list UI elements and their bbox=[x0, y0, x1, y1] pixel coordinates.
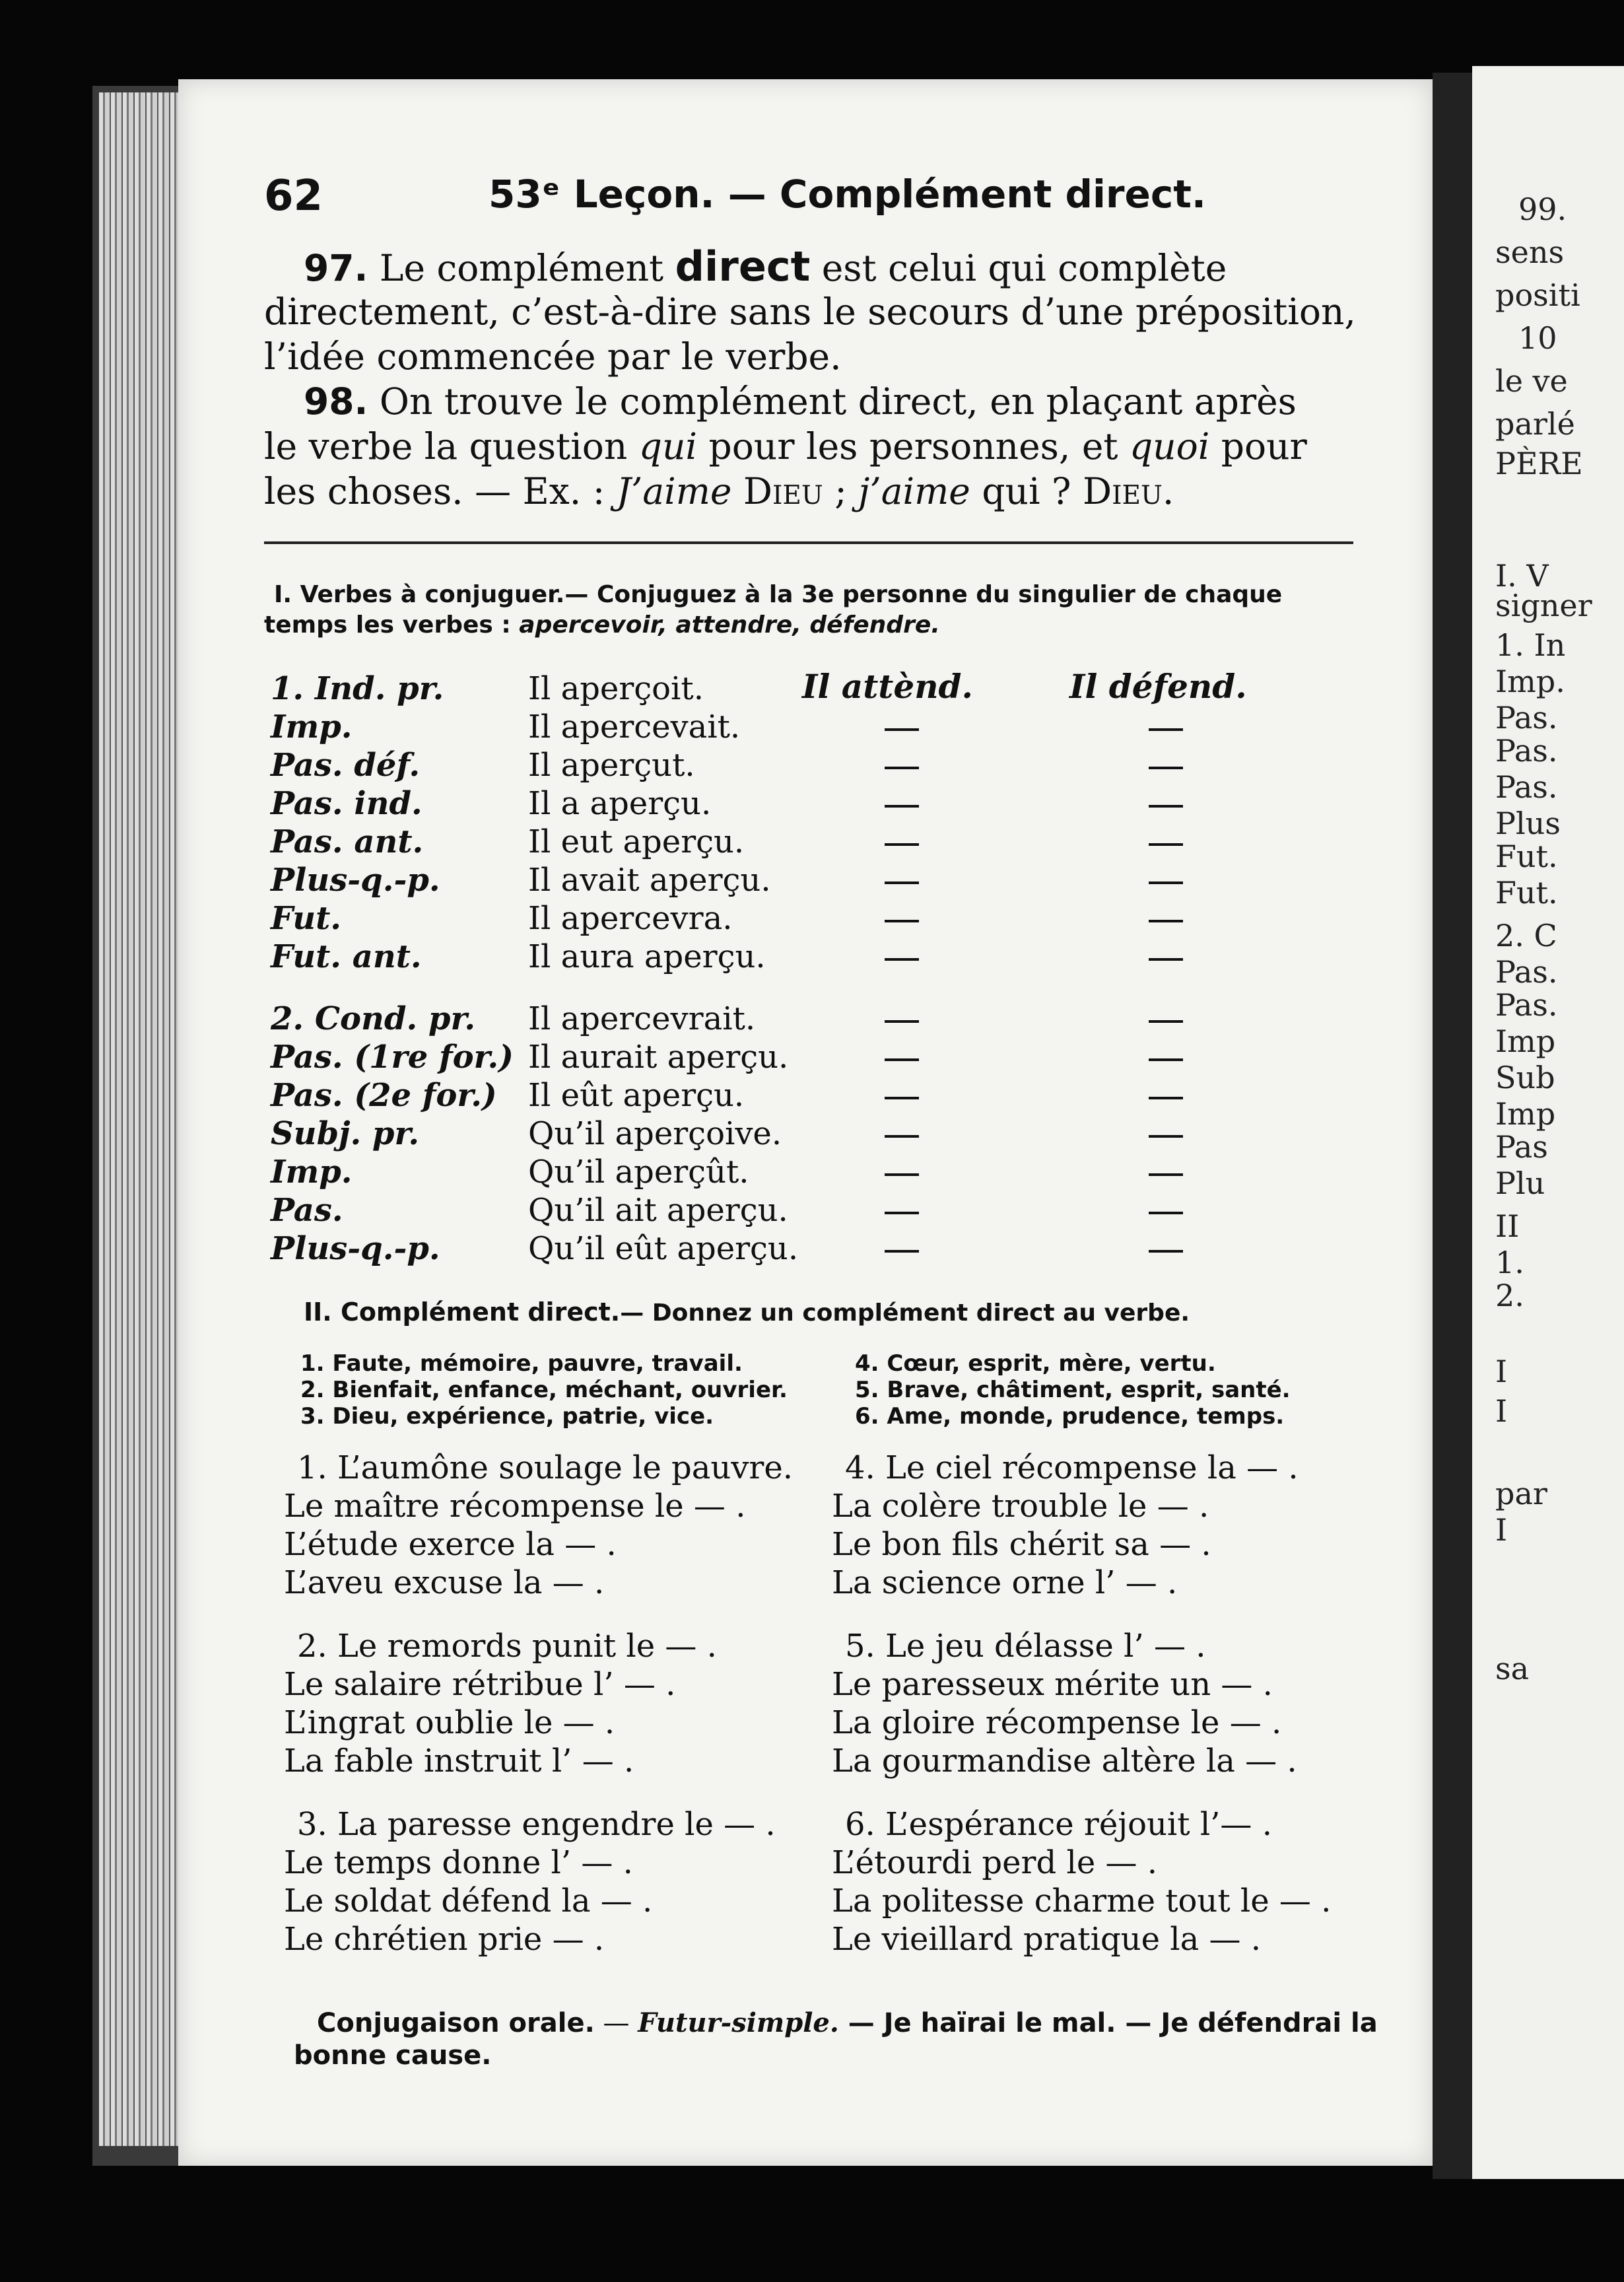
word-list-item: 5. Brave, châtiment, esprit, santé. bbox=[855, 1377, 1291, 1403]
blank-dash-attendre bbox=[885, 1020, 919, 1023]
exercise-sentence: Le soldat défend la — . bbox=[284, 1883, 653, 1919]
right-page-fragment-text: par bbox=[1495, 1476, 1547, 1511]
exercise-sentence: 4. Le ciel récompense la — . bbox=[845, 1449, 1299, 1486]
right-page-fragment-text: Pas. bbox=[1495, 733, 1558, 769]
exercise2-instructions: II. Complément direct.— Donnez un complément direct au verbe. bbox=[304, 1297, 1190, 1327]
right-page-fragment-text: Pas. bbox=[1495, 954, 1558, 990]
tense-label: 1. Ind. pr. bbox=[271, 670, 444, 707]
exercise-sentence: L’aveu excuse la — . bbox=[284, 1564, 605, 1601]
right-page-fragment-text: I bbox=[1495, 1393, 1508, 1429]
exercise-sentence: Le vieillard pratique la — . bbox=[832, 1921, 1261, 1958]
exercise-sentence: La politesse charme tout le — . bbox=[832, 1883, 1332, 1919]
exercise-sentence: La science orne l’ — . bbox=[832, 1564, 1178, 1601]
word-list-item: 4. Cœur, esprit, mère, vertu. bbox=[855, 1350, 1216, 1377]
exercise-sentence: 1. L’aumône soulage le pauvre. bbox=[297, 1449, 794, 1486]
right-page-fragment-text: II bbox=[1495, 1208, 1520, 1244]
conjugated-form: Qu’il ait aperçu. bbox=[528, 1192, 788, 1229]
right-page-fragment-text: Imp bbox=[1495, 1096, 1556, 1132]
exercise-sentence: Le bon fils chérit sa — . bbox=[832, 1526, 1211, 1563]
right-page-fragment-text: Imp. bbox=[1495, 664, 1565, 699]
tense-label: Pas. (1re for.) bbox=[271, 1039, 514, 1076]
exercise-sentence: La fable instruit l’ — . bbox=[284, 1743, 634, 1780]
right-page-fragment-text: Pas. bbox=[1495, 700, 1558, 736]
conjugated-form: Qu’il aperçût. bbox=[528, 1154, 749, 1191]
col-defendre-head: Il défend. bbox=[1069, 667, 1247, 706]
oral-conjugation: Conjugaison orale. — Futur-simple. — Je haïrai le mal. — Je défendrai la bbox=[317, 2007, 1378, 2038]
conjugated-form: Il avait aperçu. bbox=[528, 862, 771, 899]
right-page-fragment-text: 2. bbox=[1495, 1278, 1524, 1313]
blank-dash-defendre bbox=[1149, 767, 1183, 769]
blank-dash-defendre bbox=[1149, 920, 1183, 922]
page-title: 53ᵉ Leçon. — Complément direct. bbox=[489, 172, 1206, 217]
conjugated-form: Il apercevait. bbox=[528, 709, 741, 745]
conjugated-form: Il eut aperçu. bbox=[528, 823, 745, 860]
blank-dash-defendre bbox=[1149, 1058, 1183, 1061]
conjugated-form: Il a aperçu. bbox=[528, 785, 712, 822]
left-page bbox=[178, 79, 1433, 2166]
blank-dash-attendre bbox=[885, 1097, 919, 1099]
right-page-fragment-text: Fut. bbox=[1495, 839, 1558, 874]
book-gutter bbox=[1433, 73, 1472, 2179]
right-page-fragment-text: I bbox=[1495, 1512, 1508, 1548]
rule-97-line1: 97. Le complément direct est celui qui complète bbox=[304, 242, 1227, 291]
exercise-sentence: 3. La paresse engendre le — . bbox=[297, 1806, 776, 1843]
right-page-fragment-text: Plu bbox=[1495, 1165, 1545, 1201]
rule-98-line3: les choses. — Ex. : J’aime Dieu ; j’aime qui ? Dieu. bbox=[264, 470, 1174, 512]
word-list-item: 2. Bienfait, enfance, méchant, ouvrier. bbox=[300, 1377, 788, 1403]
exercise-sentence: 5. Le jeu délasse l’ — . bbox=[845, 1628, 1206, 1665]
word-list-item: 3. Dieu, expérience, patrie, vice. bbox=[300, 1403, 714, 1430]
right-page-fragment bbox=[1472, 66, 1624, 2179]
tense-label: 2. Cond. pr. bbox=[271, 1000, 476, 1037]
col-attendre-head: Il attènd. bbox=[802, 667, 973, 706]
exercise-sentence: La gourmandise altère la — . bbox=[832, 1743, 1297, 1780]
blank-dash-defendre bbox=[1149, 805, 1183, 808]
right-page-fragment-text: 1. bbox=[1495, 1245, 1524, 1280]
right-page-fragment-text: Sub bbox=[1495, 1060, 1555, 1095]
exercise-sentence: Le salaire rétribue l’ — . bbox=[284, 1666, 676, 1703]
right-page-fragment-text: I bbox=[1495, 1354, 1508, 1389]
conjugated-form: Il aperçut. bbox=[528, 747, 695, 784]
right-page-fragment-text: PÈRE bbox=[1495, 446, 1583, 481]
exercise-sentence: Le maître récompense le — . bbox=[284, 1488, 746, 1525]
blank-dash-defendre bbox=[1149, 1097, 1183, 1099]
exercise-sentence: 6. L’espérance réjouit l’— . bbox=[845, 1806, 1272, 1843]
tense-label: Pas. bbox=[271, 1192, 343, 1229]
blank-dash-attendre bbox=[885, 1250, 919, 1253]
blank-dash-defendre bbox=[1149, 1020, 1183, 1023]
conjugated-form: Il aperçoit. bbox=[528, 670, 704, 707]
exercise-sentence: La colère trouble le — . bbox=[832, 1488, 1209, 1525]
word-list-item: 6. Ame, monde, prudence, temps. bbox=[855, 1403, 1285, 1430]
right-page-fragment-text: 1. In bbox=[1495, 627, 1566, 663]
blank-dash-attendre bbox=[885, 1135, 919, 1138]
blank-dash-attendre bbox=[885, 882, 919, 884]
right-page-fragment-text: parlé bbox=[1495, 406, 1575, 442]
conjugated-form: Qu’il eût aperçu. bbox=[528, 1230, 799, 1267]
blank-dash-attendre bbox=[885, 767, 919, 769]
blank-dash-defendre bbox=[1149, 882, 1183, 884]
right-page-fragment-text: sens bbox=[1495, 234, 1565, 270]
conjugated-form: Il apercevra. bbox=[528, 900, 733, 937]
blank-dash-defendre bbox=[1149, 1212, 1183, 1214]
right-page-fragment-text: I. V bbox=[1495, 558, 1549, 594]
right-page-fragment-text: Pas. bbox=[1495, 987, 1558, 1023]
conjugated-form: Il aurait aperçu. bbox=[528, 1039, 789, 1076]
right-page-fragment-text: 10 bbox=[1518, 320, 1557, 356]
tense-label: Fut. bbox=[271, 900, 342, 937]
conjugated-form: Il eût aperçu. bbox=[528, 1077, 745, 1114]
rule-98-line1: 98. On trouve le complément direct, en plaçant après bbox=[304, 380, 1297, 423]
exercise-sentence: Le temps donne l’ — . bbox=[284, 1844, 633, 1881]
tense-label: Plus-q.-p. bbox=[271, 1230, 440, 1267]
word-list-item: 1. Faute, mémoire, pauvre, travail. bbox=[300, 1350, 743, 1377]
blank-dash-attendre bbox=[885, 920, 919, 922]
exercise-sentence: 2. Le remords punit le — . bbox=[297, 1628, 717, 1665]
exercise1-instructions-line2: temps les verbes : apercevoir, attendre, défendre. bbox=[264, 611, 940, 639]
right-page-fragment-text: Imp bbox=[1495, 1023, 1556, 1059]
blank-dash-attendre bbox=[885, 1212, 919, 1214]
blank-dash-defendre bbox=[1149, 1135, 1183, 1138]
tense-label: Pas. déf. bbox=[271, 747, 421, 784]
blank-dash-defendre bbox=[1149, 1173, 1183, 1176]
blank-dash-attendre bbox=[885, 958, 919, 961]
tense-label: Plus-q.-p. bbox=[271, 862, 440, 899]
exercise-sentence: La gloire récompense le — . bbox=[832, 1704, 1282, 1741]
right-page-fragment-text: 99. bbox=[1518, 191, 1567, 227]
tense-label: Pas. (2e for.) bbox=[271, 1077, 497, 1114]
conjugated-form: Il aura aperçu. bbox=[528, 938, 766, 975]
tense-label: Imp. bbox=[271, 1154, 353, 1191]
right-page-fragment-text: sa bbox=[1495, 1651, 1530, 1686]
rule-97-line2: directement, c’est-à-dire sans le secours d’une préposition, bbox=[264, 291, 1356, 333]
blank-dash-attendre bbox=[885, 728, 919, 731]
exercise-sentence: Le chrétien prie — . bbox=[284, 1921, 605, 1958]
rule-97-line3: l’idée commencée par le verbe. bbox=[264, 335, 842, 378]
right-page-fragment-text: Plus bbox=[1495, 806, 1561, 841]
tense-label: Fut. ant. bbox=[271, 938, 422, 975]
blank-dash-attendre bbox=[885, 1173, 919, 1176]
exercise-sentence: L’ingrat oublie le — . bbox=[284, 1704, 615, 1741]
right-page-fragment-text: positi bbox=[1495, 277, 1580, 313]
oral-conjugation-line2: bonne cause. bbox=[294, 2040, 492, 2071]
tense-label: Pas. ant. bbox=[271, 823, 424, 860]
conjugated-form: Qu’il aperçoive. bbox=[528, 1115, 782, 1152]
right-page-fragment-text: le ve bbox=[1495, 363, 1568, 399]
page-stack-edge bbox=[99, 92, 178, 2146]
right-page-fragment-text: 2. C bbox=[1495, 918, 1557, 953]
exercise-sentence: Le paresseux mérite un — . bbox=[832, 1666, 1273, 1703]
blank-dash-defendre bbox=[1149, 958, 1183, 961]
separator-rule bbox=[264, 541, 1353, 544]
exercise-sentence: L’étourdi perd le — . bbox=[832, 1844, 1158, 1881]
page-number: 62 bbox=[264, 172, 323, 221]
tense-label: Pas. ind. bbox=[271, 785, 423, 822]
blank-dash-attendre bbox=[885, 1058, 919, 1061]
rule-98-line2: le verbe la question qui pour les personnes, et quoi pour bbox=[264, 425, 1307, 467]
right-page-fragment-text: signer bbox=[1495, 588, 1592, 623]
conjugated-form: Il apercevrait. bbox=[528, 1000, 756, 1037]
blank-dash-defendre bbox=[1149, 843, 1183, 846]
tense-label: Imp. bbox=[271, 709, 353, 745]
blank-dash-attendre bbox=[885, 805, 919, 808]
exercise-sentence: L’étude exerce la — . bbox=[284, 1526, 617, 1563]
right-page-fragment-text: Pas. bbox=[1495, 769, 1558, 805]
tense-label: Subj. pr. bbox=[271, 1115, 420, 1152]
blank-dash-defendre bbox=[1149, 728, 1183, 731]
blank-dash-attendre bbox=[885, 843, 919, 846]
exercise1-instructions: I. Verbes à conjuguer.— Conjuguez à la 3e personne du singulier de chaque bbox=[274, 581, 1283, 608]
right-page-fragment-text: Pas bbox=[1495, 1129, 1548, 1165]
right-page-fragment-text: Fut. bbox=[1495, 875, 1558, 911]
blank-dash-defendre bbox=[1149, 1250, 1183, 1253]
